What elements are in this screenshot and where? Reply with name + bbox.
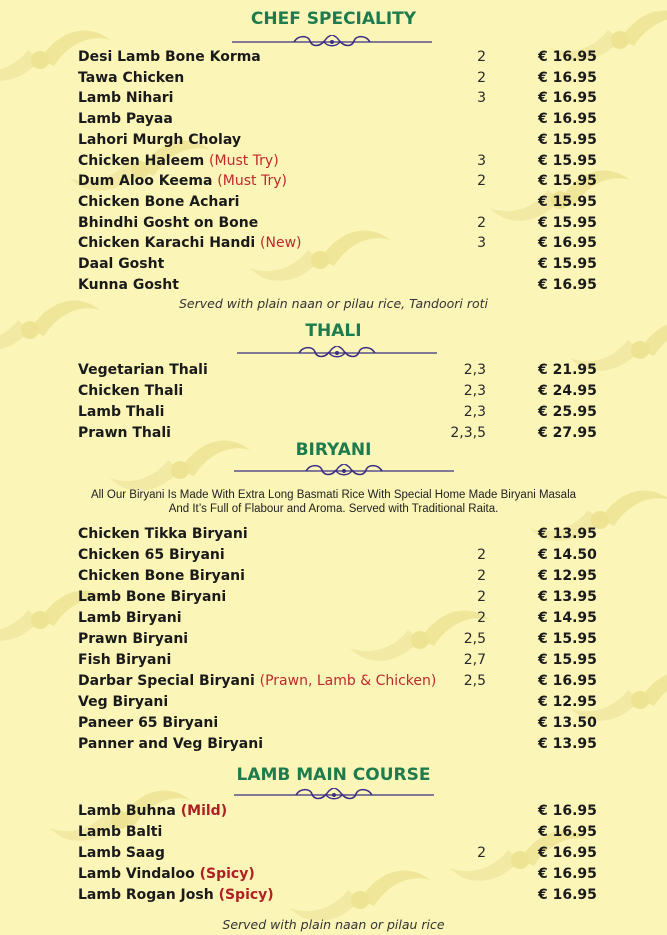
dish-name: Fish Biryani (78, 652, 172, 668)
menu-item-price: € 15.95 (538, 131, 597, 148)
section-title-chef-speciality: CHEF SPECIALITY (250, 9, 417, 29)
dish-name: Dum Aloo Keema (78, 173, 218, 190)
menu-item-row (0, 362, 667, 382)
menu-item-name (78, 132, 241, 148)
menu-item-name (78, 70, 184, 86)
dish-name: Desi Lamb Bone Korma (78, 49, 261, 65)
allergen-codes: 2,3 (463, 362, 486, 378)
dish-name: Lamb Buhna (78, 803, 181, 819)
menu-item-row (0, 589, 667, 609)
menu-item-price: € 15.95 (538, 631, 597, 647)
allergen-codes: 2 (477, 214, 486, 231)
allergen-codes: 2 (477, 547, 486, 563)
menu-item-row (0, 215, 667, 235)
menu-item-name (78, 547, 225, 563)
allergen-codes: 2 (477, 49, 486, 65)
dish-name: Kunna Gosht (78, 276, 179, 293)
menu-item-name (78, 673, 436, 689)
ornament-divider (232, 35, 432, 49)
menu-item-price: € 27.95 (538, 425, 597, 441)
dish-note: (Spicy) (218, 887, 274, 903)
allergen-codes: 2,5 (463, 631, 486, 647)
menu-item-name (78, 256, 164, 272)
ornament-divider (237, 346, 437, 360)
menu-item-row (0, 694, 667, 714)
menu-item-row (0, 526, 667, 546)
menu-item-name (78, 215, 258, 231)
dish-name: Panner and Veg Biryani (78, 736, 264, 752)
biryani-intro (30, 488, 637, 516)
allergen-codes: 2,3 (463, 383, 486, 399)
menu-item-row (0, 383, 667, 403)
dish-note: (Spicy) (199, 866, 255, 882)
menu-item-price: € 14.50 (538, 547, 597, 563)
allergen-codes: 3 (477, 90, 486, 107)
menu-item-name (78, 715, 218, 731)
dish-name: Lamb Vindaloo (78, 866, 200, 882)
menu-item-price: € 16.95 (538, 235, 597, 252)
menu-item-row (0, 673, 667, 693)
allergen-codes: 2,3 (463, 404, 486, 420)
dish-name: Lamb Biryani (78, 610, 182, 626)
ornament-divider (234, 464, 454, 478)
dish-name: Tawa Chicken (78, 69, 185, 86)
menu-item-row (0, 631, 667, 651)
allergen-codes: 2 (477, 610, 486, 626)
menu-item-price: € 15.95 (538, 214, 597, 231)
menu-item-price: € 16.95 (538, 673, 597, 689)
menu-item-price: € 16.95 (538, 803, 597, 819)
menu-item-row (0, 866, 667, 886)
dish-name: Chicken Karachi Handi (78, 235, 261, 252)
allergen-codes: 2,7 (463, 652, 486, 668)
menu-item-name (78, 153, 279, 169)
menu-item-name (78, 90, 173, 106)
menu-item-price: € 16.95 (538, 49, 597, 65)
dish-name: Chicken Bone Biryani (78, 568, 245, 584)
menu-item-row (0, 111, 667, 131)
menu-item-name (78, 652, 171, 668)
menu-item-price: € 16.95 (538, 866, 597, 882)
menu-item-row (0, 153, 667, 173)
menu-item-name (78, 568, 245, 584)
menu-item-price: € 25.95 (538, 404, 597, 420)
menu-item-row (0, 132, 667, 152)
menu-item-price: € 15.95 (538, 652, 597, 668)
menu-item-price: € 12.95 (538, 568, 597, 584)
menu-item-row (0, 547, 667, 567)
served-note: Served with plain naan or pilau rice, Tandoori roti (178, 296, 489, 311)
menu-item-row (0, 49, 667, 69)
dish-name: Lahori Murgh Cholay (78, 131, 241, 148)
menu-item-price: € 16.95 (538, 887, 597, 903)
menu-item-name (78, 194, 240, 210)
menu-item-price: € 13.50 (538, 715, 597, 731)
menu-item-row (0, 70, 667, 90)
menu-item-price: € 13.95 (538, 526, 597, 542)
allergen-codes: 3 (477, 152, 486, 169)
menu-item-price: € 15.95 (538, 173, 597, 190)
menu-item-name (78, 589, 226, 605)
allergen-codes: 3 (477, 235, 486, 252)
dish-name: Bhindhi Gosht on Bone (78, 214, 259, 231)
dish-name: Chicken Bone Achari (78, 193, 240, 210)
menu-item-name (78, 383, 183, 399)
menu-item-name (78, 803, 227, 819)
menu-item-name (78, 425, 171, 441)
menu-item-row (0, 235, 667, 255)
menu-item-price: € 16.95 (538, 276, 597, 293)
menu-item-price: € 15.95 (538, 256, 597, 272)
menu-item-row (0, 652, 667, 672)
menu-item-name (78, 235, 302, 251)
menu-item-name (78, 736, 263, 752)
dish-name: Daal Gosht (78, 256, 165, 272)
allergen-codes: 2 (477, 69, 486, 86)
menu-item-name (78, 173, 287, 189)
menu-item-name (78, 277, 179, 293)
dish-name: Chicken Tikka Biryani (78, 526, 248, 542)
ornament-divider (234, 788, 434, 802)
dish-name: Lamb Thali (78, 404, 165, 420)
menu-item-price: € 16.95 (538, 69, 597, 86)
menu-item-row (0, 173, 667, 193)
menu-item-name (78, 362, 208, 378)
menu-item-row (0, 736, 667, 756)
allergen-codes: 2 (477, 845, 486, 861)
menu-item-name (78, 404, 164, 420)
allergen-codes: 2 (477, 568, 486, 584)
section-title-thali: THALI (305, 321, 362, 341)
dish-note: (Must Try) (209, 152, 279, 169)
menu-item-name (78, 887, 274, 903)
menu-item-name (78, 610, 182, 626)
dish-name: Vegetarian Thali (78, 362, 208, 378)
dish-name: Prawn Biryani (78, 631, 189, 647)
dish-name: Lamb Saag (78, 845, 165, 861)
menu-item-row (0, 277, 667, 297)
menu-item-name (78, 526, 248, 542)
menu-item-price: € 16.95 (538, 90, 597, 107)
menu-item-row (0, 715, 667, 735)
menu-item-price: € 16.95 (538, 845, 597, 861)
menu-item-price: € 16.95 (538, 111, 597, 128)
menu-item-row (0, 610, 667, 630)
menu-item-name (78, 631, 188, 647)
allergen-codes: 2 (477, 173, 486, 190)
menu-item-name (78, 694, 168, 710)
dish-name: Lamb Rogan Josh (78, 887, 219, 903)
served-note: Served with plain naan or pilau rice (222, 917, 445, 932)
menu-item-row (0, 90, 667, 110)
dish-name: Chicken 65 Biryani (78, 547, 225, 563)
allergen-codes: 2,3,5 (450, 425, 486, 441)
biryani-intro-line1: All Our Biryani Is Made With Extra Long Basmati Rice With Special Home Made Biryani Masala (90, 489, 577, 501)
menu-item-row (0, 803, 667, 823)
dish-name: Chicken Thali (78, 383, 184, 399)
dish-name: Chicken Haleem (78, 152, 210, 169)
menu-item-price: € 21.95 (538, 362, 597, 378)
menu-item-name (78, 49, 261, 65)
dish-name: Lamb Bone Biryani (78, 589, 227, 605)
biryani-intro-line2: And It’s Full of Flabour and Aroma. Served with Traditional Raita. (168, 503, 499, 515)
menu-item-name (78, 845, 165, 861)
dish-note: (New) (260, 235, 302, 252)
menu-item-row (0, 256, 667, 276)
dish-name: Veg Biryani (78, 694, 169, 710)
menu-item-price: € 14.95 (538, 610, 597, 626)
menu-item-price: € 24.95 (538, 383, 597, 399)
dish-name: Paneer 65 Biryani (78, 715, 219, 731)
menu-item-price: € 15.95 (538, 193, 597, 210)
section-title-lamb-main-course: LAMB MAIN COURSE (236, 765, 431, 785)
dish-name: Darbar Special Biryani (78, 673, 260, 689)
menu-item-row (0, 568, 667, 588)
menu-item-row (0, 824, 667, 844)
allergen-codes: 2 (477, 589, 486, 605)
menu-item-price: € 12.95 (538, 694, 597, 710)
menu-item-name (78, 111, 173, 127)
menu-item-row (0, 845, 667, 865)
menu-item-row (0, 887, 667, 907)
menu-item-row (0, 404, 667, 424)
section-title-biryani: BIRYANI (295, 440, 372, 460)
dish-name: Prawn Thali (78, 425, 171, 441)
dish-name: Lamb Payaa (78, 111, 173, 128)
menu-item-price: € 15.95 (538, 152, 597, 169)
dish-name: Lamb Nihari (78, 90, 174, 107)
dish-note: (Prawn, Lamb & Chicken) (259, 673, 437, 689)
menu-item-name (78, 866, 255, 882)
menu-item-price: € 16.95 (538, 824, 597, 840)
allergen-codes: 2,5 (463, 673, 486, 689)
dish-note: (Must Try) (217, 173, 287, 190)
dish-name: Lamb Balti (78, 824, 163, 840)
menu-item-name (78, 824, 162, 840)
menu-item-price: € 13.95 (538, 736, 597, 752)
dish-note: (Mild) (180, 803, 228, 819)
menu-item-row (0, 194, 667, 214)
menu-item-price: € 13.95 (538, 589, 597, 605)
